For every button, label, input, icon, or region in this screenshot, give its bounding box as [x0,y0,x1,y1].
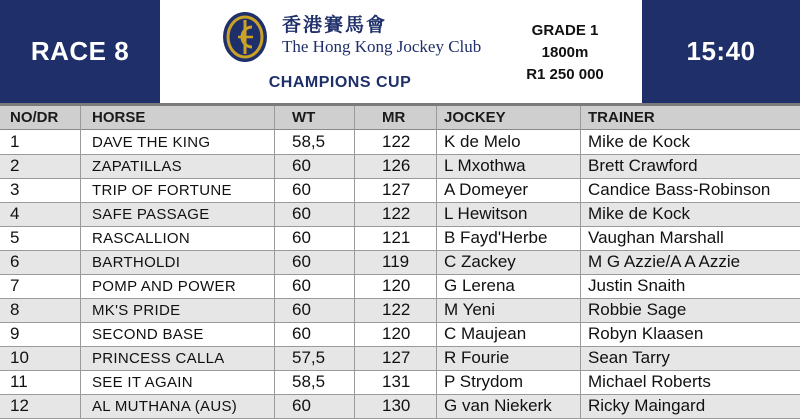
column-header-mr: MR [382,109,406,126]
cell-trainer: Brett Crawford [588,156,698,176]
cell-trainer: Justin Snaith [588,276,686,296]
cell-mr: 127 [382,348,411,368]
column-divider [354,106,355,419]
table-row [0,395,800,419]
cell-no: 4 [10,204,20,224]
race-distance: 1800m [541,44,589,61]
cell-trainer: Sean Tarry [588,348,670,368]
cell-no: 5 [10,228,20,248]
cell-horse: POMP AND POWER [92,277,236,295]
cell-trainer: Robbie Sage [588,300,687,320]
cell-jockey: K de Melo [444,132,521,152]
cell-wt: 60 [292,324,311,344]
cell-wt: 60 [292,300,311,320]
cell-wt: 58,5 [292,372,326,392]
hkjc-logo-icon [221,10,269,64]
column-header-trainer: TRAINER [588,109,655,126]
cell-wt: 60 [292,396,311,416]
race-header [0,0,800,103]
column-header-jockey: JOCKEY [444,109,506,126]
cell-horse: RASCALLION [92,229,191,247]
cell-no: 10 [10,348,29,368]
cell-horse: SECOND BASE [92,325,204,343]
table-row [0,299,800,323]
race-time: 15:40 [686,36,756,66]
cell-jockey: G Lerena [444,276,515,296]
race-grade: GRADE 1 [531,22,599,39]
cell-no: 8 [10,300,20,320]
column-header-wt: WT [292,109,316,126]
cell-horse: SEE IT AGAIN [92,373,193,391]
column-header-no: NO/DR [10,109,59,126]
column-divider [580,106,581,419]
cell-no: 1 [10,132,20,152]
cell-wt: 60 [292,252,311,272]
cell-mr: 119 [382,252,410,272]
cell-trainer: Michael Roberts [588,372,711,392]
table-row [0,227,800,251]
club-name-chinese: 香港賽馬會 [282,14,388,36]
cell-wt: 60 [292,156,311,176]
table-row [0,203,800,227]
cup-name: CHAMPIONS CUP [268,74,412,91]
cell-no: 9 [10,324,20,344]
cell-jockey: G van Niekerk [444,396,552,416]
cell-wt: 58,5 [292,132,326,152]
cell-horse: MK'S PRIDE [92,301,181,319]
column-header-horse: HORSE [92,109,146,126]
table-row [0,371,800,395]
cell-horse: SAFE PASSAGE [92,205,210,223]
table-row [0,323,800,347]
cell-mr: 122 [382,204,411,224]
cell-no: 2 [10,156,20,176]
cell-jockey: A Domeyer [444,180,529,200]
race-number: RACE 8 [30,36,130,66]
cell-horse: ZAPATILLAS [92,157,182,175]
cell-no: 7 [10,276,20,296]
column-divider [436,106,437,419]
cell-trainer: Mike de Kock [588,204,691,224]
cell-jockey: L Mxothwa [444,156,526,176]
cell-horse: DAVE THE KING [92,133,211,151]
table-row [0,179,800,203]
cell-no: 12 [10,396,29,416]
cell-no: 3 [10,180,20,200]
cell-jockey: M Yeni [444,300,496,320]
column-divider [80,106,81,419]
cell-trainer: Vaughan Marshall [588,228,724,248]
table-row [0,275,800,299]
cell-wt: 57,5 [292,348,326,368]
cell-trainer: Mike de Kock [588,132,691,152]
table-row [0,131,800,155]
cell-mr: 122 [382,300,411,320]
cell-trainer: Candice Bass-Robinson [588,180,771,200]
cell-mr: 121 [382,228,411,248]
race-prize: R1 250 000 [526,66,604,83]
cell-wt: 60 [292,228,311,248]
cell-mr: 127 [382,180,411,200]
cell-trainer: Robyn Klaasen [588,324,704,344]
cell-wt: 60 [292,276,311,296]
cell-horse: BARTHOLDI [92,253,181,271]
cell-mr: 130 [382,396,411,416]
cell-mr: 131 [382,372,411,392]
cell-jockey: P Strydom [444,372,524,392]
cell-wt: 60 [292,204,311,224]
table-row [0,155,800,179]
table-row [0,347,800,371]
cell-jockey: R Fourie [444,348,510,368]
cell-trainer: M G Azzie/A A Azzie [588,252,741,272]
cell-horse: PRINCESS CALLA [92,349,225,367]
cell-no: 6 [10,252,20,272]
cell-horse: AL MUTHANA (AUS) [92,397,238,415]
table-header [0,106,800,130]
cell-mr: 126 [382,156,411,176]
cell-jockey: B Fayd'Herbe [444,228,548,248]
cell-jockey: C Zackey [444,252,516,272]
column-divider [274,106,275,419]
cell-horse: TRIP OF FORTUNE [92,181,232,199]
cell-mr: 120 [382,276,411,296]
cell-wt: 60 [292,180,311,200]
cell-no: 11 [10,372,28,392]
table-row [0,251,800,275]
club-name-english: The Hong Kong Jockey Club [282,37,482,56]
cell-jockey: L Hewitson [444,204,528,224]
cell-jockey: C Maujean [444,324,527,344]
cell-mr: 120 [382,324,411,344]
race-info [510,20,620,86]
cell-trainer: Ricky Maingard [588,396,706,416]
cell-mr: 122 [382,132,411,152]
